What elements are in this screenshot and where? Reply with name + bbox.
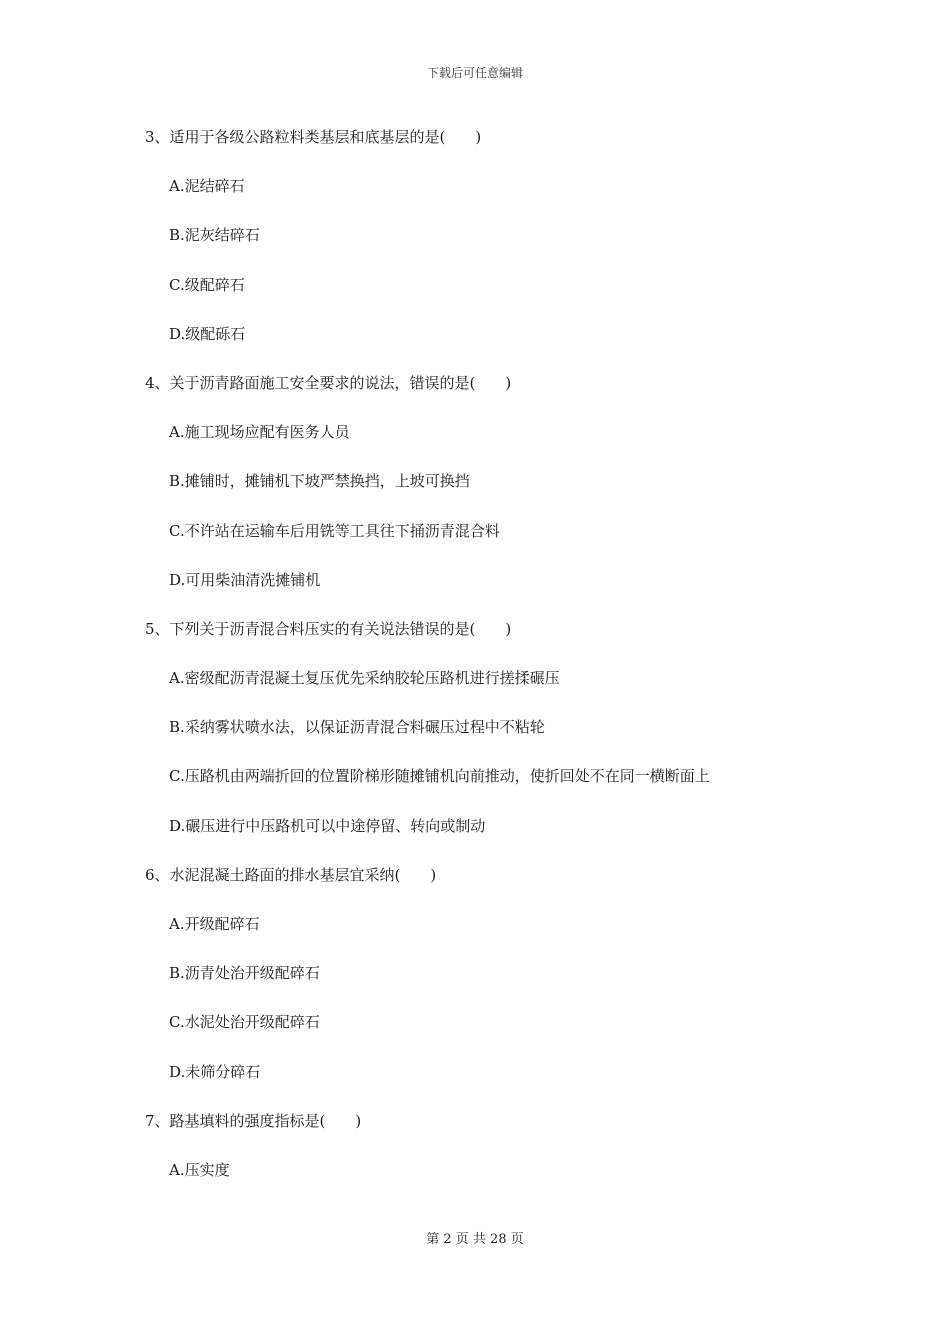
question-stem: 6、水泥混凝土路面的排水基层宜采纳( ) [145,865,437,884]
question-option: B.沥青处治开级配碎石 [169,964,320,983]
question-option: B.泥灰结碎石 [169,226,260,245]
question-option: D.碾压进行中压路机可以中途停留、转向或制动 [169,816,486,835]
question-stem: 7、路基填料的强度指标是( ) [145,1111,362,1130]
question-option: A.开级配碎石 [169,915,260,933]
question-option: D.可用柴油清洗摊铺机 [169,570,321,589]
question-option: A.压实度 [169,1160,230,1179]
question-stem: 3、适用于各级公路粒料类基层和底基层的是( ) [145,128,482,146]
question-option: D.级配砾石 [169,324,246,343]
question-option: A.密级配沥青混凝土复压优先采纳胶轮压路机进行搓揉碾压 [169,669,560,688]
question-option: B.摊铺时，摊铺机下坡严禁换挡，上坡可换挡 [169,472,470,491]
page-header: 下载后可任意编辑 [426,66,523,80]
question-option: B.采纳雾状喷水法，以保证沥青混合料碾压过程中不粘轮 [169,718,545,737]
question-option: C.级配碎石 [169,275,245,294]
question-option: D.未筛分碎石 [169,1062,261,1081]
question-stem: 4、关于沥青路面施工安全要求的说法，错误的是( ) [145,373,512,392]
question-option: C.不许站在运输车后用铣等工具往下捅沥青混合料 [169,521,500,540]
question-option: A.泥结碎石 [169,177,245,196]
question-stem: 5、下列关于沥青混合料压实的有关说法错误的是( ) [145,619,512,638]
question-option: C.水泥处治开级配碎石 [169,1013,320,1032]
question-option: C.压路机由两端折回的位置阶梯形随摊铺机向前推动，使折回处不在同一横断面上 [169,767,710,786]
question-list [145,124,845,1206]
question-option: A.施工现场应配有医务人员 [169,423,350,442]
page-footer: 第 2 页 共 28 页 [426,1232,524,1247]
